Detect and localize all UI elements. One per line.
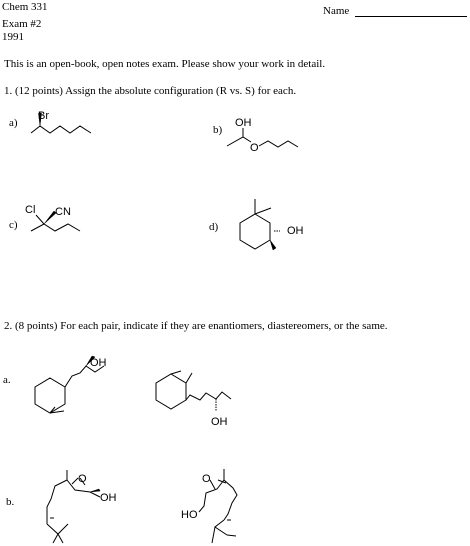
instructions: This is an open-book, open notes exam. Please show your work in detail. (4, 58, 326, 70)
q1-item-d-label: d) (209, 221, 219, 233)
course-title: Chem 331 (2, 1, 48, 13)
structure-1b (227, 117, 298, 154)
structure-1d (240, 199, 304, 250)
q1-item-a-label: a) (9, 117, 18, 129)
atom-label: OH (287, 225, 304, 237)
structure-2b-left (47, 470, 117, 543)
atom-label: Br (38, 110, 49, 122)
exam-number: Exam #2 (2, 18, 42, 30)
name-label: Name (323, 5, 350, 17)
structure-2a-left (35, 356, 107, 413)
atom-label: OH (90, 357, 107, 369)
structure-1a (31, 110, 91, 133)
q2-item-b-label: b. (6, 496, 15, 508)
structure-2a-right (156, 371, 231, 428)
atom-label: O (78, 473, 87, 485)
q2-item-a-label: a. (3, 374, 11, 386)
atom-label: OH (235, 117, 252, 129)
atom-label: O (202, 473, 211, 485)
atom-label: OH (211, 416, 228, 428)
atom-label: OH (100, 492, 117, 504)
question-2-prompt: 2. (8 points) For each pair, indicate if they are enantiomers, diastereomers, or the same. (4, 320, 388, 332)
atom-label: Cl (25, 204, 36, 216)
structure-2b-right (181, 469, 237, 543)
question-1-prompt: 1. (12 points) Assign the absolute configuration (R vs. S) for each. (4, 85, 297, 97)
q1-item-c-label: c) (9, 219, 18, 231)
atom-label: O (250, 142, 259, 154)
exam-year: 1991 (2, 31, 24, 43)
atom-label: CN (55, 206, 71, 218)
q1-item-b-label: b) (213, 124, 223, 136)
structure-1c (25, 204, 80, 231)
atom-label: HO (181, 509, 198, 521)
